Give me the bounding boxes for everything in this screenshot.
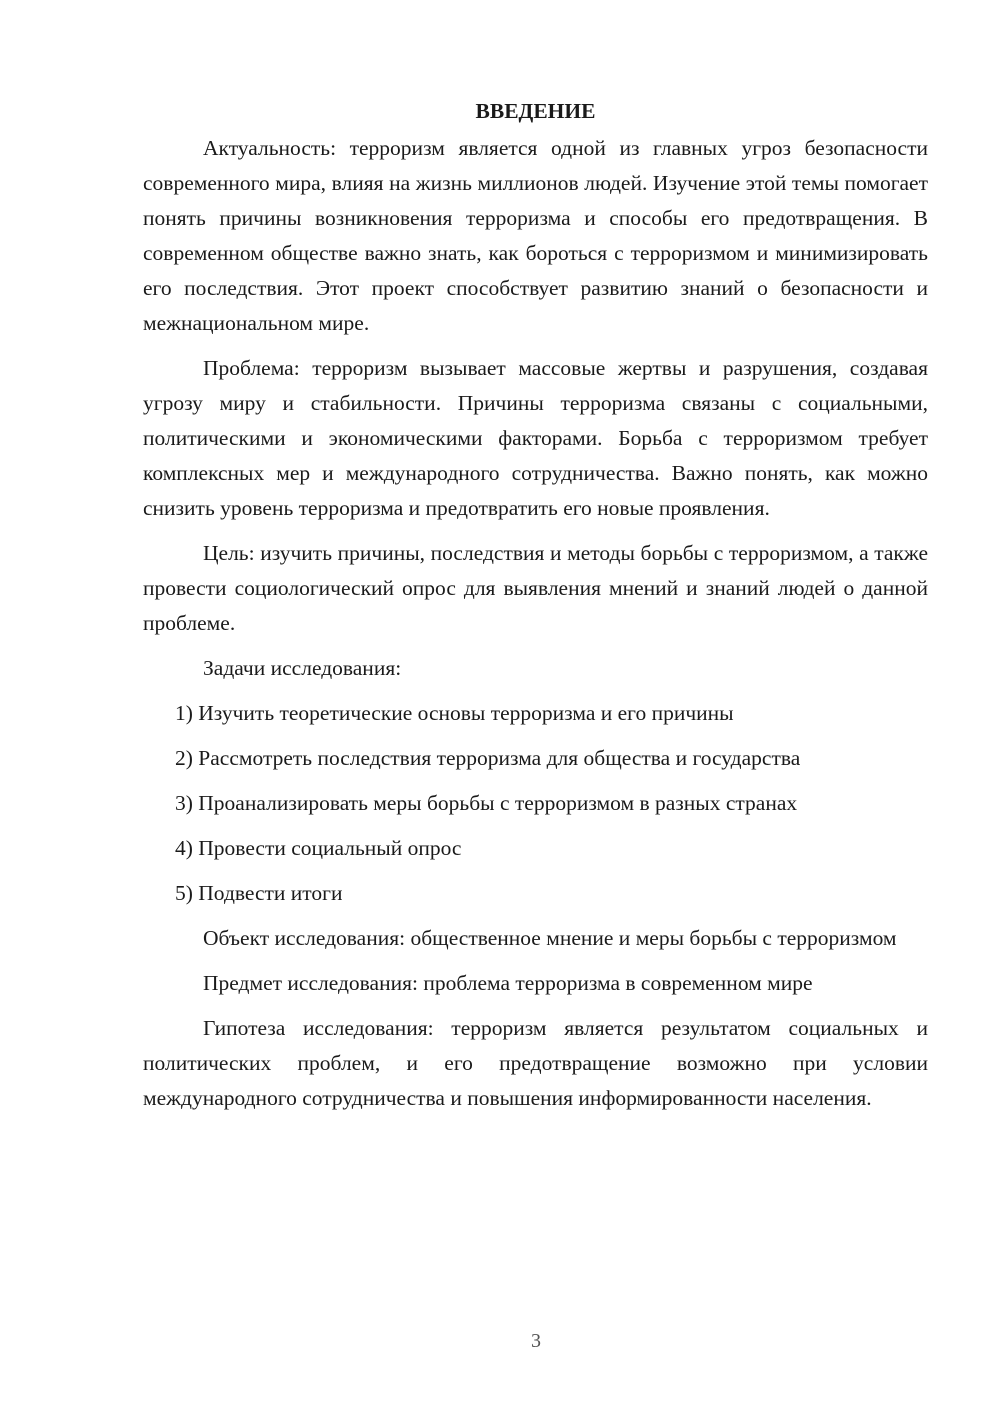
list-item: 3) Проанализировать меры борьбы с терроризмом в разных странах	[175, 791, 798, 815]
paragraph-relevance: Актуальность: терроризм является одной из главных угроз безопасности современного мира, влияя на жизнь миллионов людей. Изучение этой темы помогает понять причины возникновения терроризма и способы его предотвращения. В современном обществе важно знать, как бороться с терроризмом и минимизировать его последствия. Этот проект способствует развитию знаний о безопасности и межнациональном мире.	[143, 136, 928, 335]
paragraph-hypothesis: Гипотеза исследования: терроризм является результатом социальных и политических проблем, и его предотвращение возможно при условии международного сотрудничества и повышения информированности населения.	[143, 1016, 928, 1110]
page-number: 3	[531, 1330, 541, 1352]
section-title: ВВЕДЕНИЕ	[475, 99, 596, 123]
document-page	[143, 96, 928, 1126]
tasks-list	[143, 696, 928, 911]
tasks-heading: Задачи исследования:	[203, 656, 402, 680]
list-item: 1) Изучить теоретические основы терроризма и его причины	[175, 701, 734, 725]
list-item: 4) Провести социальный опрос	[175, 836, 462, 860]
paragraph-problem: Проблема: терроризм вызывает массовые жертвы и разрушения, создавая угрозу миру и стабильности. Причины терроризма связаны с социальными, политическими и экономическими факторами. Борьба с терроризмом требует комплексных мер и международного сотрудничества. Важно понять, как можно снизить уровень терроризма и предотвратить его новые проявления.	[143, 356, 928, 520]
paragraph-object: Объект исследования: общественное мнение и меры борьбы с терроризмом	[203, 926, 897, 950]
list-item: 5) Подвести итоги	[175, 881, 343, 905]
paragraph-goal: Цель: изучить причины, последствия и методы борьбы с терроризмом, а также провести социологический опрос для выявления мнений и знаний людей о данной проблеме.	[143, 541, 928, 635]
paragraph-subject: Предмет исследования: проблема терроризма в современном мире	[203, 971, 813, 995]
list-item: 2) Рассмотреть последствия терроризма для общества и государства	[175, 746, 801, 770]
